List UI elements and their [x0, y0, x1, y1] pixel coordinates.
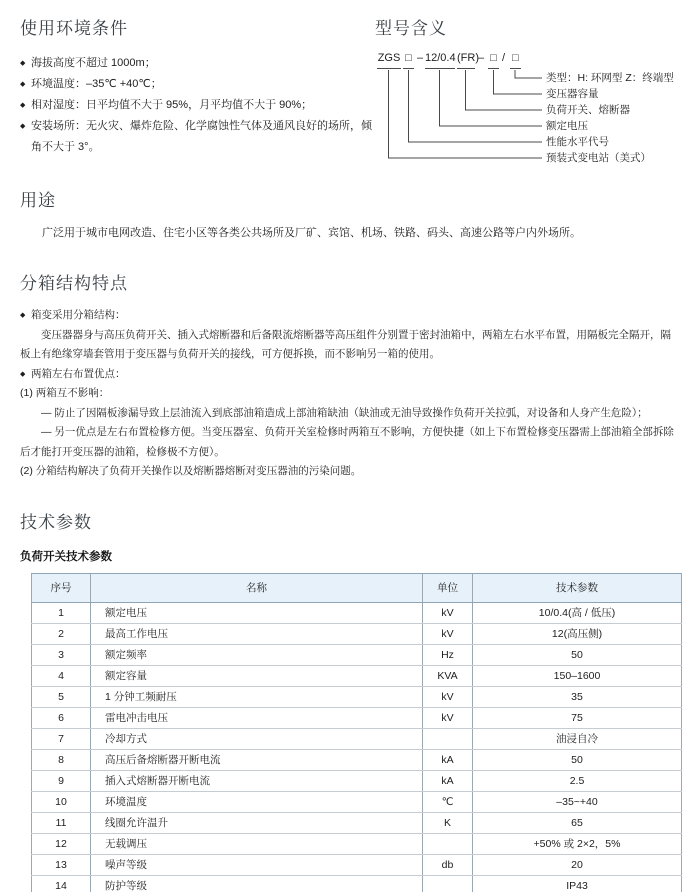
- cell-unit: [423, 728, 473, 749]
- structure-line-text: 箱变采用分箱结构：: [31, 309, 126, 321]
- cell-no: 4: [32, 665, 91, 686]
- header-cell-unit: 单位: [423, 573, 473, 602]
- cell-name: 额定频率: [91, 644, 423, 665]
- table-row: [32, 665, 682, 686]
- cell-unit: kV: [423, 707, 473, 728]
- cell-unit: Hz: [423, 644, 473, 665]
- model-code-token: □: [510, 52, 521, 69]
- model-code-token: □: [488, 52, 499, 69]
- cell-value: –35~+40: [473, 791, 682, 812]
- tech-title: 技术参数: [20, 512, 92, 532]
- cell-value: 油浸自冷: [473, 728, 682, 749]
- diamond-bullet-icon: ◆: [20, 81, 26, 88]
- cell-value: 150–1600: [473, 665, 682, 686]
- structure-line: 变压器器身与高压负荷开关、插入式熔断器和后备限流熔断器等高压组件分别置于密封油箱中，两箱左右水平布置，用隔板完全隔开，隔板上有绝缘穿墙套管用于变压器与负荷开关的接线，可方便拆换，而不影响另一箱的使用。: [20, 328, 671, 360]
- model-code-token: /: [501, 52, 506, 64]
- cell-no: 7: [32, 728, 91, 749]
- diamond-bullet-icon: ◆: [20, 102, 26, 109]
- cell-name: 噪声等级: [91, 854, 423, 875]
- model-code-token: 12/0.4: [425, 52, 455, 69]
- header-cell-name: 名称: [91, 573, 423, 602]
- cell-no: 5: [32, 686, 91, 707]
- environment-title: 使用环境条件: [20, 19, 128, 38]
- cell-value: 2.5: [473, 770, 682, 791]
- cell-name: 高压后备熔断器开断电流: [91, 749, 423, 770]
- cell-name: 最高工作电压: [91, 623, 423, 644]
- section-usage: [20, 186, 681, 242]
- table-row: [32, 644, 682, 665]
- cell-unit: [423, 875, 473, 892]
- header-cell-no: 序号: [32, 573, 91, 602]
- environment-item-text: 安装场所：无火灾、爆炸危险、化学腐蚀性气体及通风良好的场所，倾角不大于 3°。: [31, 120, 372, 153]
- table-row: [32, 854, 682, 875]
- model-code-token: □: [403, 52, 414, 69]
- diamond-bullet-icon: ◆: [20, 370, 26, 378]
- diamond-bullet-icon: ◆: [20, 123, 26, 130]
- environment-item: [20, 95, 375, 116]
- cell-unit: KVA: [423, 665, 473, 686]
- top-block: [20, 14, 681, 184]
- table-row: [32, 707, 682, 728]
- cell-unit: ℃: [423, 791, 473, 812]
- model-code-label: 负荷开关、熔断器: [546, 104, 630, 116]
- structure-title: 分箱结构特点: [20, 274, 128, 293]
- section-environment: [20, 14, 375, 184]
- cell-unit: kV: [423, 602, 473, 623]
- cell-name: 冷却方式: [91, 728, 423, 749]
- structure-line: [20, 306, 681, 326]
- cell-name: 额定容量: [91, 665, 423, 686]
- cell-value: 10/0.4(高 / 低压): [473, 602, 682, 623]
- model-code-token: –: [416, 52, 424, 64]
- model-code-label: 额定电压: [546, 120, 588, 132]
- cell-unit: [423, 833, 473, 854]
- environment-item: [20, 53, 375, 74]
- model-code-token: –: [477, 52, 485, 64]
- structure-line: — 防止了因隔板渗漏导致上层油流入到底部油箱造成上部油箱缺油（缺油或无油导致操作负荷开关拉弧，对设备和人身产生危险）；: [41, 406, 648, 419]
- cell-name: 额定电压: [91, 602, 423, 623]
- cell-name: 无载调压: [91, 833, 423, 854]
- environment-item-text: 相对湿度：日平均值不大于 95%，月平均值不大于 90%；: [31, 99, 313, 111]
- cell-name: 1 分钟工频耐压: [91, 686, 423, 707]
- cell-name: 防护等级: [91, 875, 423, 892]
- cell-no: 13: [32, 854, 91, 875]
- cell-no: 9: [32, 770, 91, 791]
- diamond-bullet-icon: ◆: [20, 60, 26, 67]
- usage-title: 用途: [20, 191, 56, 210]
- cell-value: 35: [473, 686, 682, 707]
- cell-value: 65: [473, 812, 682, 833]
- cell-unit: kA: [423, 770, 473, 791]
- cell-no: 11: [32, 812, 91, 833]
- cell-no: 1: [32, 602, 91, 623]
- cell-value: +50% 或 2×2，5%: [473, 833, 682, 854]
- structure-lines: [20, 306, 681, 482]
- environment-item-text: 环境温度：–35℃ +40℃；: [31, 78, 162, 90]
- model-title: 型号含义: [375, 19, 447, 38]
- environment-item: [20, 116, 375, 158]
- tech-subtitle: 负荷开关技术参数: [20, 550, 112, 563]
- structure-line: — 另一优点是左右布置检修方便。当变压器室、负荷开关室检修时两箱互不影响，方便快捷（如上下布置检修变压器需上部油箱全部拆除后才能打开变压器的油箱，检修极不方便）。: [20, 426, 674, 458]
- cell-name: 环境温度: [91, 791, 423, 812]
- environment-item: [20, 74, 375, 95]
- model-code-label: 性能水平代号: [546, 136, 609, 148]
- cell-unit: kA: [423, 749, 473, 770]
- model-code-token: (FR): [457, 52, 475, 69]
- table-row: [32, 833, 682, 854]
- cell-no: 14: [32, 875, 91, 892]
- model-code-label: 变压器容量: [546, 88, 599, 100]
- cell-value: 20: [473, 854, 682, 875]
- cell-unit: db: [423, 854, 473, 875]
- structure-line: (1) 两箱互不影响：: [20, 387, 110, 399]
- cell-unit: kV: [423, 686, 473, 707]
- table-row: [32, 686, 682, 707]
- cell-unit: kV: [423, 623, 473, 644]
- cell-value: 50: [473, 749, 682, 770]
- table-row: [32, 728, 682, 749]
- cell-name: 雷电冲击电压: [91, 707, 423, 728]
- structure-line: [20, 365, 681, 385]
- diamond-bullet-icon: ◆: [20, 312, 26, 319]
- table-row: [32, 749, 682, 770]
- usage-paragraph: 广泛用于城市电网改造、住宅小区等各类公共场所及厂矿、宾馆、机场、铁路、码头、高速公路等户内外场所。: [42, 227, 581, 239]
- cell-unit: K: [423, 812, 473, 833]
- load-switch-params-table: [31, 573, 682, 892]
- cell-value: IP43: [473, 875, 682, 892]
- cell-no: 8: [32, 749, 91, 770]
- table-header-row: [32, 573, 682, 602]
- cell-no: 6: [32, 707, 91, 728]
- model-code-label: 类型：H: 环网型 Z：终端型: [546, 72, 674, 84]
- model-code-label: 预装式变电站（美式）: [546, 152, 651, 164]
- model-code-diagram: [375, 52, 681, 172]
- section-model-designation: [375, 14, 681, 184]
- cell-name: 插入式熔断器开断电流: [91, 770, 423, 791]
- table-row: [32, 602, 682, 623]
- structure-line-text: 两箱左右布置优点：: [31, 367, 126, 380]
- environment-item-text: 海拔高度不超过 1000m；: [31, 57, 156, 69]
- cell-value: 75: [473, 707, 682, 728]
- cell-no: 12: [32, 833, 91, 854]
- cell-value: 50: [473, 644, 682, 665]
- section-structure: [20, 269, 681, 482]
- table-row: [32, 875, 682, 892]
- cell-name: 线圈允许温升: [91, 812, 423, 833]
- table-row: [32, 812, 682, 833]
- table-row: [32, 770, 682, 791]
- section-tech-params: [20, 508, 681, 892]
- structure-line: (2) 分箱结构解决了负荷开关操作以及熔断器熔断对变压器油的污染问题。: [20, 465, 362, 477]
- environment-list: [20, 53, 375, 158]
- cell-no: 3: [32, 644, 91, 665]
- cell-no: 2: [32, 623, 91, 644]
- cell-no: 10: [32, 791, 91, 812]
- table-row: [32, 791, 682, 812]
- model-code-token: ZGS: [377, 52, 401, 69]
- header-cell-value: 技术参数: [473, 573, 682, 602]
- cell-value: 12(高压侧): [473, 623, 682, 644]
- table-row: [32, 623, 682, 644]
